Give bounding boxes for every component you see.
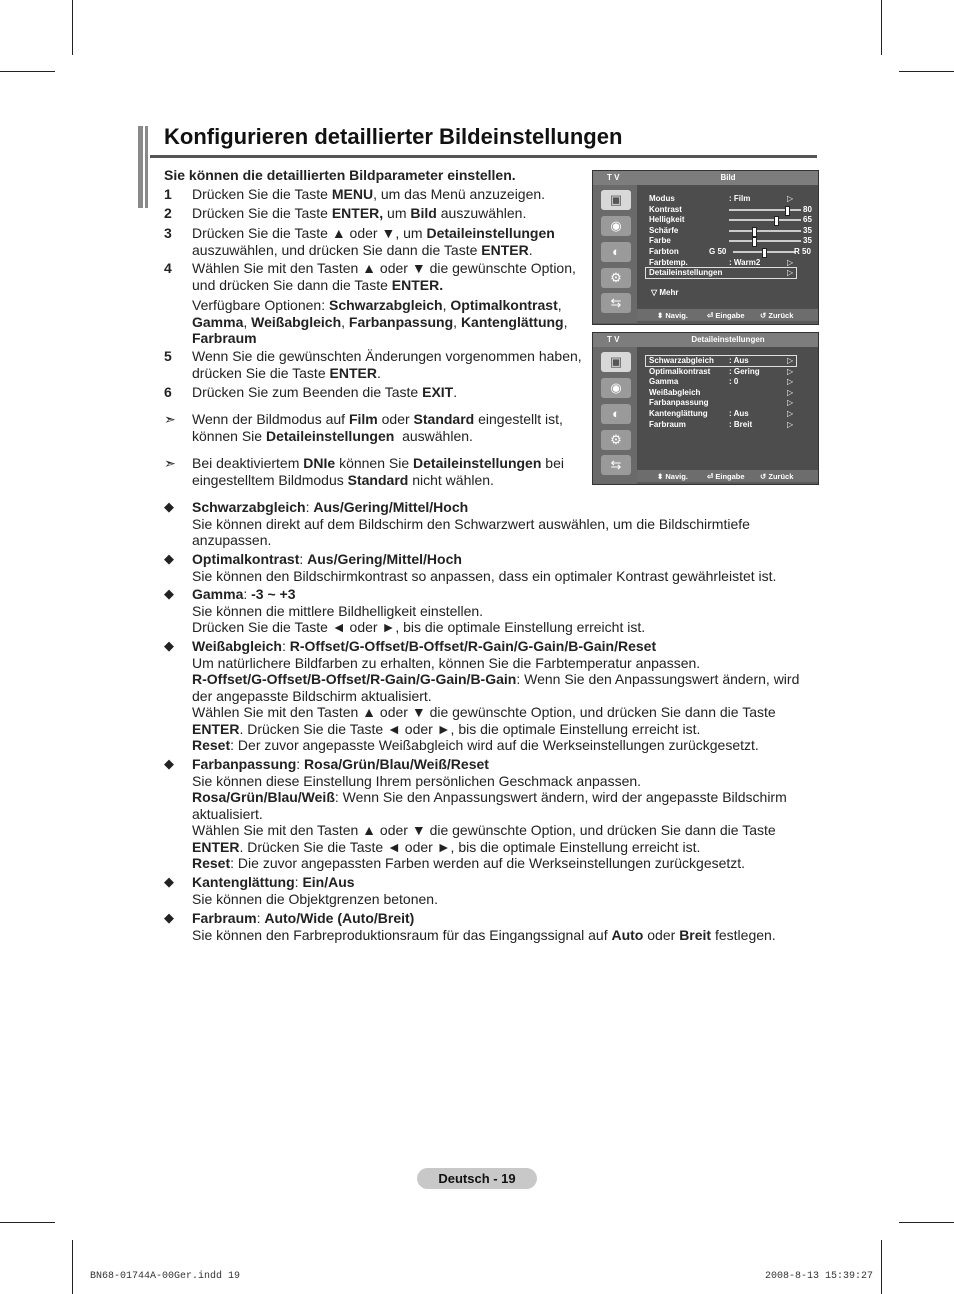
osd-row-label: Optimalkontrast [649, 366, 711, 376]
osd-row-label: Kantenglättung [649, 409, 708, 418]
osd-tv-label: T V [607, 173, 620, 182]
note-arrow-icon: ➣ [164, 455, 176, 471]
osd-row-label: Schärfe [649, 225, 679, 235]
step-number: 5 [164, 348, 172, 364]
picture-icon[interactable]: ▣ [601, 352, 631, 372]
osd-row-label: Schwarzabgleich [649, 356, 714, 365]
osd-row[interactable] [649, 409, 814, 419]
osd-row-label: Farbe [649, 236, 671, 246]
step-text: Drücken Sie zum Beenden die Taste EXIT. [192, 384, 458, 400]
step-item [164, 186, 584, 203]
osd-slider-knob [752, 227, 757, 237]
osd-row-label: Gamma [649, 377, 679, 387]
crop-mark [72, 1240, 73, 1294]
crop-mark [899, 71, 954, 72]
osd-slider-value: 65 [803, 215, 812, 225]
crop-mark [0, 1222, 55, 1223]
osd-arrow-icon: ▷ [787, 194, 794, 203]
setup-icon[interactable]: ⚙ [601, 268, 631, 288]
osd-row[interactable] [649, 205, 814, 215]
option-text: Farbanpassung: Rosa/Grün/Blau/Weiß/Reset Sie können diese Einstellung Ihrem persönlichen Geschmack anpassen. Rosa/Grün/Blau/Weiß: Wenn Sie den Anpassungswert ändern, wird der angepasste Bildschirm aktualisiert. Wählen Sie mit den Tasten ▲ oder ▼ die gewünschte Option, und drücken Sie dann die Taste ENTER. Drücken Sie die Taste ◄ oder ►, bis die optimale Einstellung erreicht ist. Reset: Die zuvor angepassten Farben werden auf die Werkseinstellungen zurückgesetzt. [192, 756, 787, 871]
bullet-diamond-icon: ◆ [164, 638, 174, 653]
osd-slider[interactable] [729, 209, 801, 211]
print-timestamp: 2008-8-13 15:39:27 [765, 1271, 874, 1282]
step-text: Wenn Sie die gewünschten Änderungen vorgenommen haben, drücken Sie die Taste ENTER. [192, 348, 582, 381]
step-item [164, 384, 584, 401]
osd-title: Detaileinstellungen [691, 335, 765, 344]
osd-sidebar [593, 347, 637, 484]
osd-navig: ⬍ Navig. [657, 472, 688, 481]
osd-row[interactable] [649, 356, 814, 366]
osd-main [637, 185, 818, 309]
sound-icon[interactable]: ◉ [601, 216, 631, 236]
osd-row-label: Detaileinstellungen [649, 268, 723, 278]
step-number: 3 [164, 225, 172, 241]
bullet-diamond-icon: ◆ [164, 551, 174, 566]
osd-row-value: : Film [729, 194, 751, 203]
intro-text: Sie können die detaillierten Bildparameter einstellen. [164, 167, 516, 183]
note-arrow-icon: ➣ [164, 411, 176, 427]
bullet-diamond-icon: ◆ [164, 586, 174, 601]
osd-arrow-icon: ▷ [787, 387, 794, 397]
osd-picture-menu [592, 170, 819, 325]
osd-row-label: Kontrast [649, 204, 682, 214]
option-item [164, 910, 804, 943]
osd-row-label: Weißabgleich [649, 387, 701, 397]
osd-arrow-icon: ▷ [787, 419, 794, 429]
note-text: Bei deaktiviertem DNIe können Sie Detaileinstellungen bei eingestelltem Bildmodus Standard nicht wählen. [192, 455, 564, 488]
osd-arrow-icon: ▷ [787, 409, 794, 418]
osd-row-label: Farbraum [649, 419, 686, 429]
option-text: Gamma: -3 ~ +3 Sie können die mittlere Bildhelligkeit einstellen. Drücken Sie die Taste ◄ oder ►, bis die optimale Einstellung erreicht ist. [192, 586, 646, 635]
osd-row[interactable] [649, 377, 814, 387]
input-icon[interactable]: ⇆ [601, 455, 631, 475]
input-icon[interactable]: ⇆ [601, 293, 631, 313]
step-text: Wählen Sie mit den Tasten ▲ oder ▼ die gewünschte Option, und drücken Sie dann die Taste ENTER. Verfügbare Optionen: Schwarzabgleich, Optimalkontrast, Gamma, Weißabgleich, Farbanpassung, Kantenglättung, Farbraum [192, 260, 576, 346]
osd-slider[interactable] [729, 240, 801, 242]
option-item [164, 586, 804, 636]
osd-slider-knob [774, 216, 779, 226]
osd-row-value: : Warm2 [729, 257, 761, 267]
osd-tint-r-label: R 50 [794, 247, 811, 256]
osd-row[interactable] [649, 398, 814, 408]
step-item [164, 260, 584, 347]
osd-row[interactable] [649, 194, 814, 204]
option-text: Farbraum: Auto/Wide (Auto/Breit) Sie können den Farbreproduktionsraum für das Eingangssignal auf Auto oder Breit festlegen. [192, 910, 776, 943]
osd-header [593, 171, 818, 185]
option-text: Kantenglättung: Ein/Aus Sie können die Objektgrenzen betonen. [192, 874, 438, 907]
channel-icon[interactable]: ◐ [601, 242, 631, 262]
option-text: Optimalkontrast: Aus/Gering/Mittel/Hoch Sie können den Bildschirmkontrast so anpassen, dass ein optimaler Kontrast gewährleistet ist. [192, 551, 777, 584]
osd-slider-value: 80 [803, 204, 812, 214]
picture-icon[interactable]: ▣ [601, 190, 631, 210]
osd-row-label: Helligkeit [649, 215, 685, 225]
osd-slider[interactable] [729, 230, 801, 232]
osd-arrow-icon: ▷ [787, 356, 794, 365]
step-number: 2 [164, 205, 172, 221]
bullet-diamond-icon: ◆ [164, 874, 174, 889]
note-text: Wenn der Bildmodus auf Film oder Standard eingestellt ist, können Sie Detaileinstellungen auswählen. [192, 411, 563, 444]
crop-mark [72, 0, 73, 55]
osd-back: ↺ Zurück [760, 472, 794, 481]
step-number: 4 [164, 260, 172, 276]
file-info: BN68-01744A-00Ger.indd 19 [90, 1271, 241, 1282]
step-item [164, 205, 584, 222]
osd-arrow-icon: ▷ [787, 257, 794, 267]
crop-mark [881, 0, 882, 55]
osd-tint-slider[interactable] [733, 251, 795, 253]
osd-main [637, 347, 818, 470]
osd-slider-value: 35 [803, 236, 812, 246]
option-item [164, 638, 804, 754]
osd-row[interactable] [649, 247, 814, 257]
option-item [164, 499, 804, 549]
bullet-diamond-icon: ◆ [164, 499, 174, 514]
osd-row[interactable] [649, 236, 814, 246]
osd-row[interactable] [649, 215, 814, 225]
osd-tint-g-label: G 50 [709, 247, 727, 256]
osd-detail-menu [592, 332, 819, 485]
option-item [164, 756, 804, 872]
osd-row-label: Modus [649, 194, 675, 203]
osd-navig: ⬍ Navig. [657, 311, 688, 320]
osd-enter: ⏎ Eingabe [707, 311, 745, 320]
crop-mark [899, 1222, 954, 1223]
osd-row-label: Farbanpassung [649, 398, 709, 408]
osd-arrow-icon: ▷ [787, 268, 794, 278]
bullet-diamond-icon: ◆ [164, 910, 174, 925]
crop-mark [0, 71, 55, 72]
osd-arrow-icon: ▷ [787, 398, 794, 408]
osd-slider-knob [785, 206, 790, 216]
osd-enter: ⏎ Eingabe [707, 472, 745, 481]
osd-row[interactable] [649, 420, 814, 430]
sound-icon[interactable]: ◉ [601, 378, 631, 398]
channel-icon[interactable]: ◐ [601, 404, 631, 424]
crop-mark [881, 1240, 882, 1294]
osd-row-label: Farbtemp. [649, 257, 688, 267]
osd-row[interactable] [649, 388, 814, 398]
page-number-badge: Deutsch - 19 [417, 1168, 537, 1189]
step-text: Drücken Sie die Taste MENU, um das Menü anzuzeigen. [192, 186, 546, 202]
osd-row-value: : Breit [729, 419, 753, 429]
title-rule [150, 155, 817, 158]
osd-row[interactable] [649, 258, 814, 268]
osd-slider-value: 35 [803, 225, 812, 235]
step-number: 1 [164, 186, 172, 202]
osd-row-value: : 0 [729, 377, 739, 387]
step-text: Drücken Sie die Taste ENTER, um Bild auszuwählen. [192, 205, 527, 221]
osd-row-value: : Aus [729, 409, 749, 418]
osd-tv-label: T V [607, 335, 620, 344]
bullet-diamond-icon: ◆ [164, 756, 174, 771]
osd-footer [637, 309, 818, 321]
step-text: Drücken Sie die Taste ▲ oder ▼, um Detaileinstellungen auszuwählen, und drücken Sie dann die Taste ENTER. [192, 225, 555, 258]
osd-title: Bild [720, 173, 736, 182]
osd-row-label: Farbton [649, 247, 679, 256]
osd-header [593, 333, 818, 347]
osd-slider-knob [752, 237, 757, 247]
step-number: 6 [164, 384, 172, 400]
osd-row[interactable] [649, 367, 814, 377]
note-item [164, 455, 584, 488]
osd-more[interactable]: ▽ Mehr [651, 288, 679, 297]
step-item [164, 348, 584, 381]
osd-row-value: : Gering [729, 366, 760, 376]
osd-back: ↺ Zurück [760, 311, 794, 320]
option-item [164, 551, 804, 584]
osd-arrow-icon: ▷ [787, 366, 794, 376]
option-text: Schwarzabgleich: Aus/Gering/Mittel/Hoch Sie können direkt auf dem Bildschirm den Schwarzwert auswählen, um die Bildschirmtiefe anzupassen. [192, 499, 750, 548]
option-text: Weißabgleich: R-Offset/G-Offset/B-Offset/R-Gain/G-Gain/B-Gain/Reset Um natürlichere Bildfarben zu erhalten, können Sie die Farbtemperatur anpassen. R-Offset/G-Offset/B-Offset/R-Gain/G-Gain/B-Gain: Wenn Sie den Anpassungswert ändern, wird der angepasste Bildschirm aktualisiert. Wählen Sie mit den Tasten ▲ oder ▼ die gewünschte Option, und drücken Sie dann die Taste ENTER. Drücken Sie die Taste ◄ oder ►, bis die optimale Einstellung erreicht ist. Reset: Der zuvor angepasste Weißabgleich wird auf die Werkseinstellungen zurückgesetzt. [192, 638, 800, 753]
osd-arrow-icon: ▷ [787, 377, 794, 387]
osd-row-value: : Aus [729, 356, 749, 365]
osd-slider[interactable] [729, 219, 801, 221]
osd-row[interactable] [649, 226, 814, 236]
osd-footer [637, 470, 818, 482]
osd-sidebar [593, 185, 637, 323]
osd-row[interactable] [649, 268, 814, 278]
page-title: Konfigurieren detaillierter Bildeinstellungen [164, 124, 623, 149]
note-item [164, 411, 584, 444]
step-item [164, 225, 584, 258]
option-item [164, 874, 804, 907]
setup-icon[interactable]: ⚙ [601, 430, 631, 450]
osd-slider-knob [762, 248, 767, 258]
